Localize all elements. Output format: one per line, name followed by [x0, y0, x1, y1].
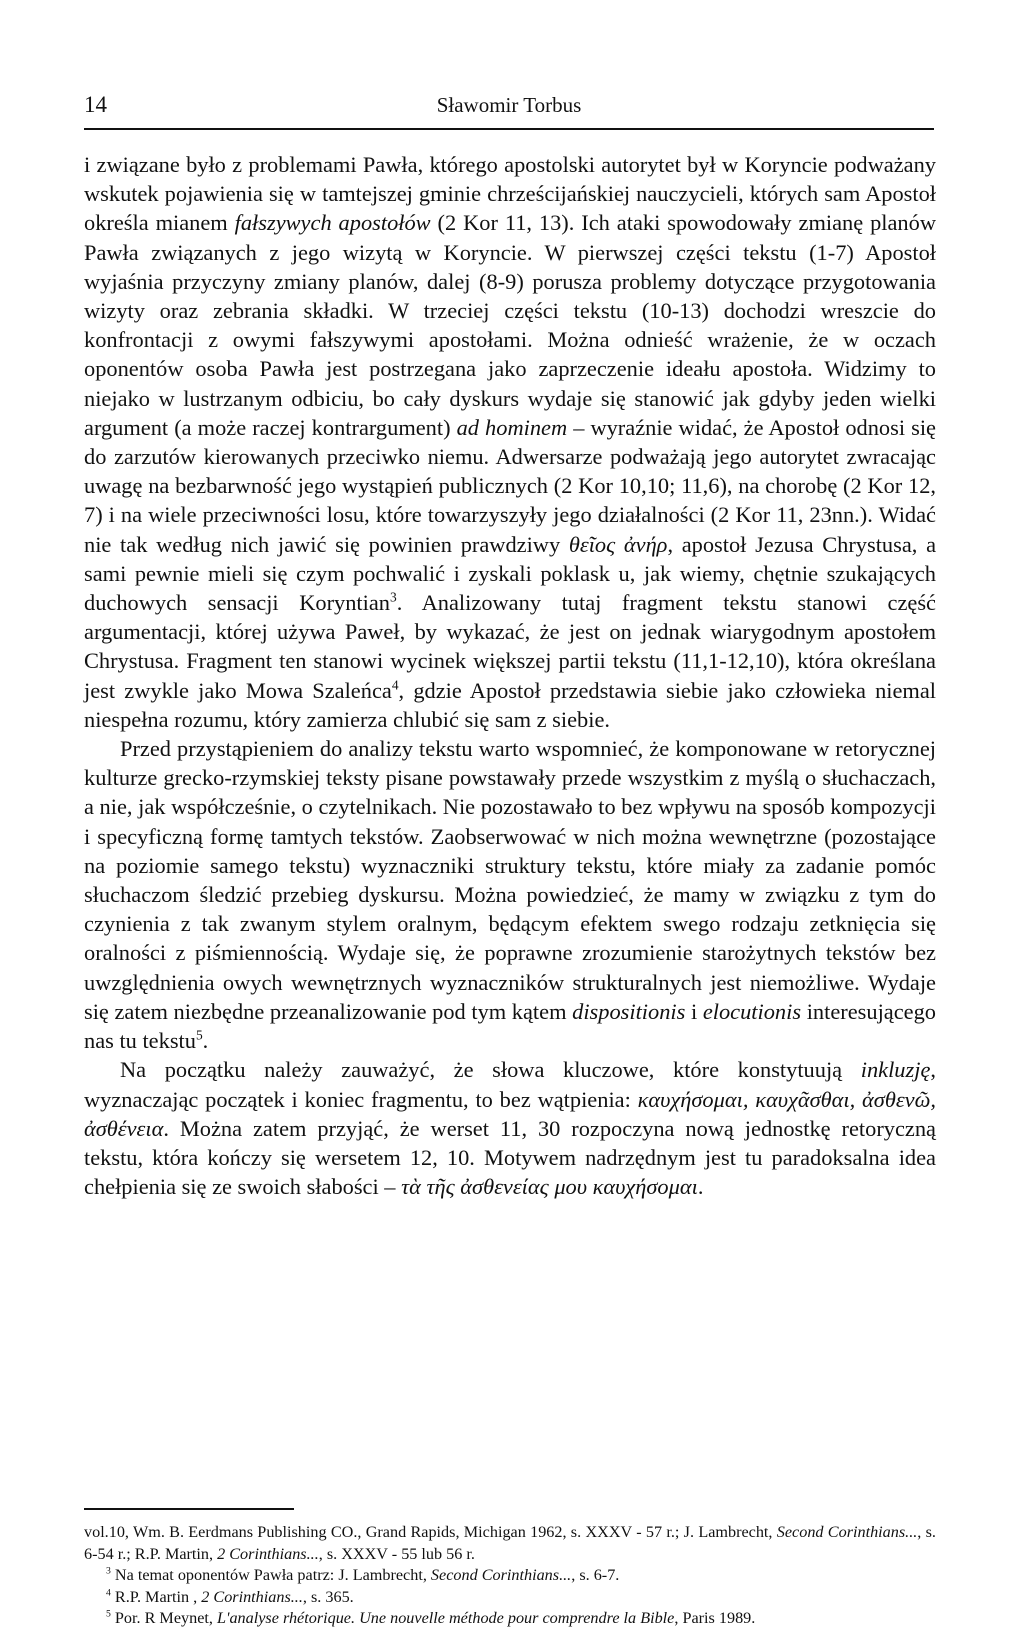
- italic-term: inkluzję: [860, 1057, 931, 1083]
- footnote-number: 5: [106, 1608, 111, 1620]
- italic-term: dispositionis: [572, 998, 686, 1024]
- paragraph-1: [84, 150, 936, 734]
- text-run: , gdzie Apostoł przedstawia siebie jako człowieka niemal niespełna rozumu, który zamierza chlubić się sam z siebie.: [84, 677, 937, 732]
- body-text: [84, 150, 936, 1201]
- footnote-marker-4[interactable]: 4: [391, 677, 399, 693]
- greek-term: τὰ τῆς ἀσθενείας μου καυχήσομαι: [401, 1174, 698, 1200]
- footnote-5: [84, 1608, 936, 1630]
- italic-title: Second Corinthians...: [776, 1523, 918, 1541]
- text-run: – wyraźnie widać, że Apostoł odnosi się do zarzutów kierowanych przeciwko niemu. Adwersarze podważają jego autorytet zwracając uwagę na bezbarwność jego wystąpień publicznych (2 Kor 10,10; 11,6), na chorobę (2 Kor 12, 7) i na wiele przeciwności losu, które towarzyszyły jego działalności (2 Kor 11, 23nn.). Widać nie tak według nich jawić się powinien prawdziwy: [84, 414, 936, 557]
- text-run: , s. 365.: [302, 1587, 354, 1606]
- footnote-3: [84, 1565, 936, 1587]
- footnote-2-continued: [84, 1522, 936, 1565]
- greek-term: θεῖος ἀνήρ: [568, 531, 668, 557]
- text-run: vol.10, Wm. B. Eerdmans Publishing CO., Grand Rapids, Michigan 1962, s. XXXV - 57 r.; J. Lambrecht,: [84, 1523, 777, 1541]
- text-run: (2 Kor 11, 13). Ich ataki spowodowały zmianę planów Pawła związanych z jego wizytą w Koryncie. W pierwszej części tekstu (1-7) Apostoł wyjaśnia przyczyny zmiany planów, dalej (8-9) porusza problemy dotyczące przygotowania wizyty oraz zebrania składki. W trzeciej części tekstu (10-13) dochodzi wreszcie do konfrontacji z owymi fałszywymi apostołami. Można odnieść wrażenie, że w oczach oponentów osoba Pawła jest postrzegana jako zaprzeczenie ideału apostoła. Widzimy to niejako w lustrzanym odbiciu, bo cały dyskurs wydaje się stanowić jak gdyby jeden wielki argument (a może raczej kontrargument): [84, 210, 936, 440]
- italic-term: elocutionis: [702, 998, 802, 1024]
- text-run: , s. 6-54 r.; R.P. Martin,: [84, 1523, 936, 1563]
- text-run: i związane było z problemami Pawła, którego apostolski autorytet był w Koryncie podważany wskutek pojawienia się w tamtejszej gminie chrześcijańskiej nauczycieli, których sam Apostoł określa mianem: [84, 152, 936, 236]
- footnote-marker-5[interactable]: 5: [195, 1027, 203, 1043]
- text-run: . Można zatem przyjąć, że werset 11, 30 rozpoczyna nową jednostkę retoryczną tekstu, która kończy się wersetem 12, 10. Motywem nadrzędnym jest tu paradoksalna idea chełpienia się ze swoich słabości –: [84, 1115, 936, 1200]
- italic-title: 2 Corinthians...: [217, 1544, 319, 1563]
- footnotes: [84, 1522, 936, 1630]
- text-run: , apostoł Jezusa Chrystusa, a sami pewnie mieli się czym pochwalić i zyskali poklask u, jak wiemy, chętnie szukających duchowych sensacji Koryntian: [84, 531, 937, 616]
- italic-title: 2 Corinthians...: [201, 1587, 303, 1606]
- page-number: 14: [84, 92, 107, 117]
- running-head-author: Sławomir Torbus: [436, 93, 582, 117]
- footnote-marker-3[interactable]: 3: [390, 589, 397, 605]
- italic-term: ad hominem: [456, 414, 568, 440]
- footnote-number: 3: [106, 1565, 111, 1577]
- text-run: interesującego nas tu tekstu: [84, 998, 936, 1054]
- greek-term: καυχήσομαι, καυχᾶσθαι, ἀσθενῶ, ἀσθένεια: [84, 1086, 936, 1141]
- italic-term: fałszywych apostołów: [234, 210, 431, 236]
- text-run: . Analizowany tutaj fragment tekstu stanowi część argumentacji, której używa Paweł, by wykazać, że jest on jednak wiarygodnym apostołem Chrystusa. Fragment ten stanowi wycinek większej partii tekstu (11,1-12,10), która określana jest zwykle jako Mowa Szaleńca: [84, 590, 936, 703]
- text-run: Por. R Meynet,: [110, 1609, 217, 1628]
- text-run: , Paris 1989.: [674, 1609, 756, 1628]
- text-run: Przed przystąpieniem do analizy tekstu warto wspomnieć, że komponowane w retorycznej kulturze grecko-rzymskiej teksty pisane powstawały przede wszystkim z myślą o słuchaczach, a nie, jak współcześnie, o czytelnikach. Nie pozostawało to bez wpływu na sposób kompozycji i specyficzną formę tamtych tekstów. Zaobserwować w nich można wewnętrzne (pozostające na poziomie samego tekstu) wyznaczniki struktury tekstu, które miały za zadanie pomóc słuchaczom śledzić przebieg dyskursu. Można powiedzieć, że mamy w związku z tym do czynienia z tak zwanym stylem oralnym, będącym efektem swego rodzaju zetknięcia się oralności z piśmiennością. Wydaje się, że poprawne zrozumienie starożytnych tekstów bez uwzględnienia owych wewnętrznych wyznaczników strukturalnych jest niemożliwe. Wydaje się zatem niezbędne przeanalizowanie pod tym kątem: [84, 736, 936, 1024]
- footnote-number: 4: [106, 1587, 111, 1599]
- paragraph-2: [84, 734, 936, 1055]
- italic-title: Second Corinthians...: [430, 1566, 572, 1585]
- text-run: R.P. Martin ,: [110, 1587, 202, 1606]
- text-run: Na początku należy zauważyć, że słowa kluczowe, które konstytuują: [120, 1057, 861, 1083]
- page-header: [84, 88, 934, 130]
- text-run: , wyznaczając początek i koniec fragmentu, to bez wątpienia:: [84, 1057, 936, 1112]
- text-run: .: [202, 1028, 209, 1054]
- text-run: i: [685, 998, 703, 1024]
- italic-title: L'analyse rhétorique. Une nouvelle méthode pour comprendre la Bible: [216, 1609, 675, 1628]
- text-run: , s. 6-7.: [571, 1566, 620, 1585]
- footnote-separator: [84, 1508, 294, 1510]
- text-run: .: [697, 1174, 704, 1200]
- text-run: , s. XXXV - 55 lub 56 r.: [318, 1544, 475, 1563]
- text-run: Na temat oponentów Pawła patrz: J. Lambrecht,: [110, 1566, 431, 1585]
- footnote-4: [84, 1587, 936, 1609]
- paragraph-3: [84, 1055, 936, 1201]
